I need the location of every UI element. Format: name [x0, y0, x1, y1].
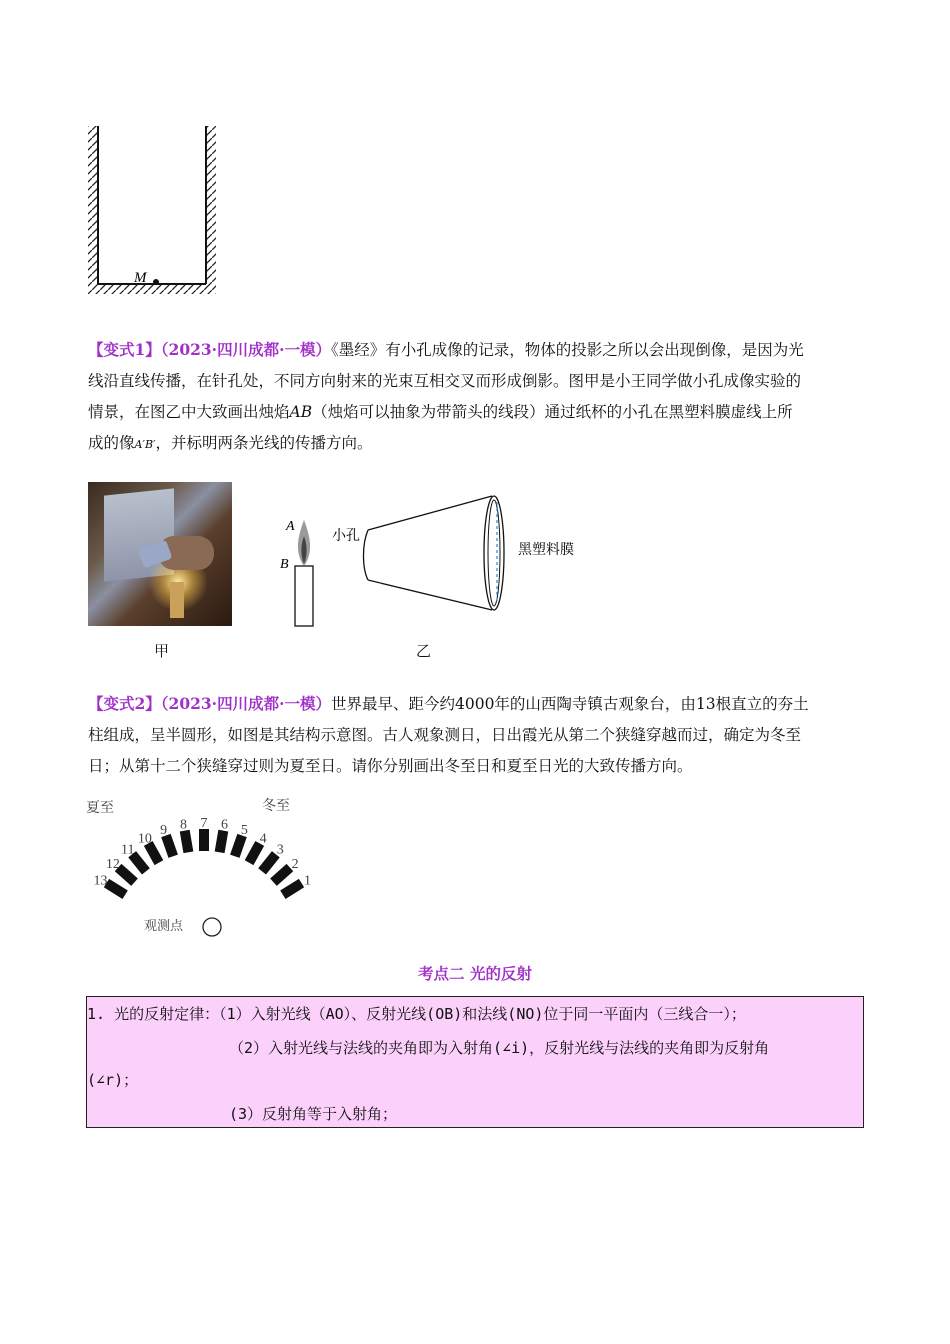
pillar-number-8: 8 — [180, 817, 188, 833]
variant2-line2: 柱组成，呈半圆形，如图是其结构示意图。古人观象测日，日出霞光从第二个狭缝穿越而过，确定为冬至 — [88, 726, 802, 744]
variant2-paragraph — [88, 688, 864, 782]
law-line3: (3）反射角等于入射角； — [229, 1105, 398, 1123]
pinhole-diagram — [270, 486, 600, 630]
variant1-line2: 线沿直线传播，在针孔处，不同方向射来的光束互相交叉而形成倒影。图甲是小王同学做小孔成像实验的 — [88, 372, 802, 390]
pillar-number-13: 13 — [93, 873, 108, 889]
pillar-6 — [215, 830, 229, 853]
cup-mouth — [484, 496, 504, 610]
variant1-line3: 情景，在图乙中大致画出烛焰AB（烛焰可以抽象为带箭头的线段）通过纸杯的小孔在黑塑料膜虚线上所 — [88, 403, 793, 421]
law-line2a: （2）入射光线与法线的夹角即为入射角(∠i)，反射光线与法线的夹角即为反射角 — [229, 1039, 770, 1057]
point-m-label: M — [134, 270, 147, 286]
label-observe: 观测点 — [144, 919, 184, 934]
caption-yi: 乙 — [416, 642, 432, 660]
law-line1: 1. 光的反射定律：（1）入射光线（AO）、反射光线(OB)和法线(NO)位于同一平面内（三线合一）； — [87, 1005, 746, 1023]
pillar-7 — [199, 829, 209, 851]
label-hole: 小孔 — [332, 528, 360, 544]
pillar-number-2: 2 — [291, 856, 299, 872]
experiment-photo — [88, 482, 232, 626]
pillar-number-6: 6 — [220, 817, 228, 833]
pillar-number-10: 10 — [137, 831, 152, 847]
variant1-paragraph — [88, 334, 864, 460]
cup-sides — [368, 496, 492, 610]
label-a: A — [286, 519, 295, 534]
observation-point — [203, 918, 221, 936]
pillar-number-12: 12 — [105, 856, 120, 872]
pillar-1 — [280, 879, 304, 899]
pillar-8 — [180, 830, 194, 853]
pillar-number-5: 5 — [240, 822, 248, 838]
image-ab: A′B′ — [134, 438, 156, 451]
pillar-number-4: 4 — [259, 831, 267, 847]
point-m — [153, 279, 159, 285]
pillar-number-11: 11 — [121, 842, 135, 858]
left-wall-hatch — [88, 126, 98, 284]
flame-ab: AB — [289, 403, 313, 421]
variant1-line1: 【变式1】（2023·四川成都·一模）《墨经》有小孔成像的记录，物体的投影之所以会出现倒像，是因为光 — [88, 340, 804, 359]
pillar-2 — [270, 864, 293, 886]
cup-hole-end — [364, 530, 369, 580]
cup-rim — [488, 500, 500, 606]
walls-figure — [84, 122, 220, 298]
label-b: B — [280, 557, 289, 572]
variant1-source: （2023·四川成都·一模） — [160, 340, 331, 359]
floor-hatch — [88, 284, 216, 294]
reflection-law-box — [86, 996, 864, 1128]
pillar-number-7: 7 — [200, 816, 208, 831]
law-line2b: (∠r)； — [87, 1071, 139, 1089]
pillar-number-3: 3 — [276, 842, 284, 858]
candle-body — [295, 566, 313, 626]
pillar-number-9: 9 — [160, 822, 168, 838]
variant2-line1: 【变式2】（2023·四川成都·一模）世界最早、距今约4000年的山西陶寺镇古观象台，由13根直立的夯土 — [88, 694, 809, 713]
label-film: 黑塑料膜 — [518, 542, 574, 558]
pillar-number-1: 1 — [303, 873, 311, 889]
observatory-diagram — [84, 794, 314, 944]
variant1-tag: 【变式1】 — [88, 340, 161, 359]
right-wall-hatch — [206, 126, 216, 284]
variant1-line4: 成的像A′B′，并标明两条光线的传播方向。 — [88, 434, 373, 452]
variant2-tag: 【变式2】 — [88, 694, 161, 713]
variant2-source: （2023·四川成都·一模） — [160, 694, 331, 713]
caption-jia: 甲 — [154, 642, 170, 660]
variant2-line3: 日；从第十二个狭缝穿过则为夏至日。请你分别画出冬至日和夏至日光的大致传播方向。 — [88, 757, 693, 775]
label-summer: 夏至 — [86, 800, 114, 816]
section2-heading: 考点二 光的反射 — [418, 965, 532, 983]
pillars — [104, 829, 304, 899]
label-winter: 冬至 — [262, 798, 290, 814]
